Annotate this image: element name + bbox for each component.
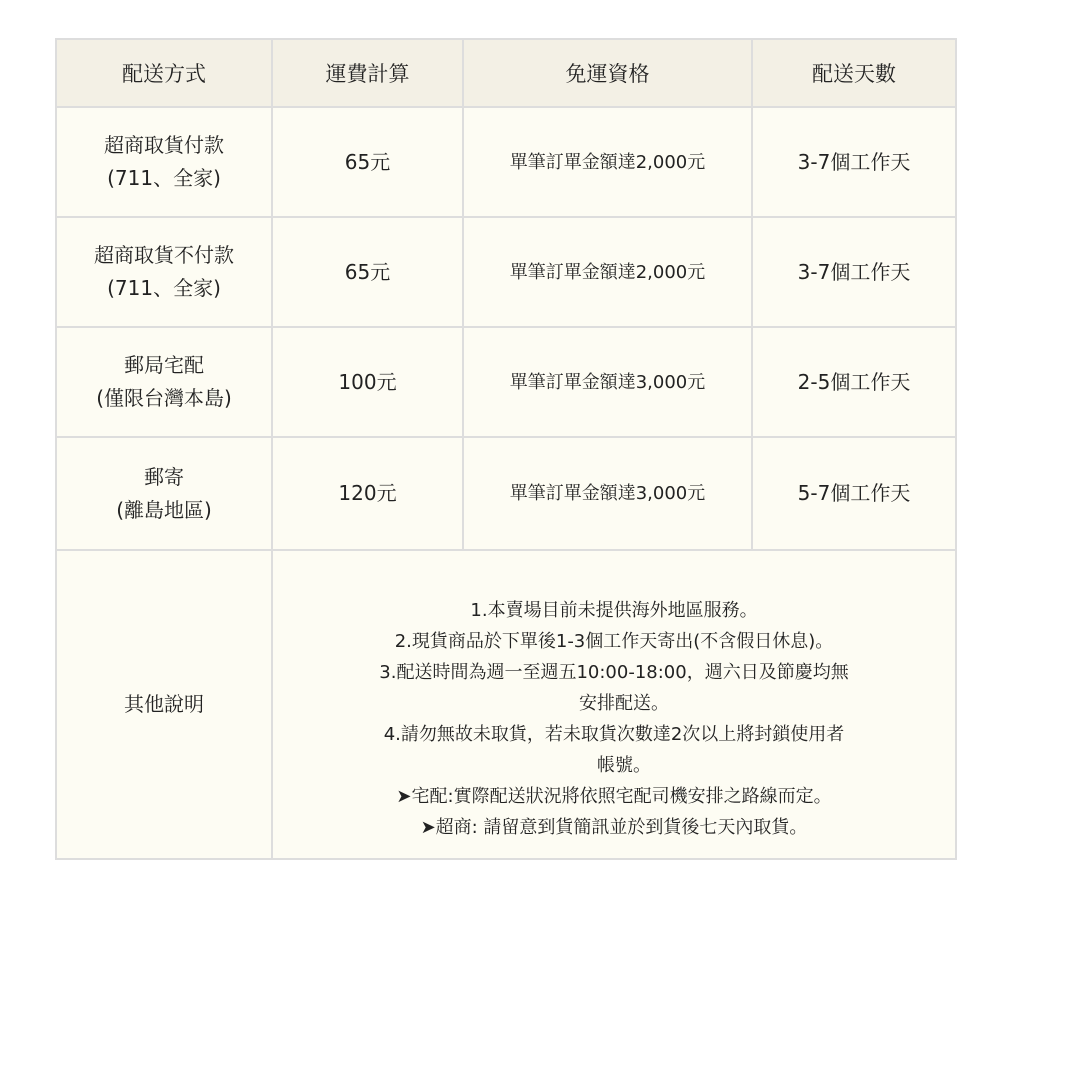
free-shipping-cell: 單筆訂單金額達2,000元 [463, 107, 752, 217]
shipping-fee-cell: 120元 [272, 437, 463, 550]
shipping-fee-cell: 100元 [272, 327, 463, 437]
table-row [56, 327, 956, 437]
notes-list [273, 566, 955, 843]
note-line-4: 4.請勿無故未取貨，若未取貨次數達2次以上將封鎖使用者 [383, 724, 845, 745]
header-free-shipping: 免運資格 [463, 39, 752, 107]
shipping-method-cell [56, 217, 272, 327]
free-shipping-cell: 單筆訂單金額達3,000元 [463, 437, 752, 550]
free-shipping-cell: 單筆訂單金額達3,000元 [463, 327, 752, 437]
shipping-method-name: 超商取貨付款 [104, 133, 224, 157]
shipping-method-detail: (離島地區) [116, 497, 212, 522]
note-line-2: 2.現貨商品於下單後1-3個工作天寄出(不含假日休息)。 [394, 631, 834, 652]
shipping-method-cell [56, 107, 272, 217]
shipping-method-cell [56, 437, 272, 550]
delivery-days-cell: 3-7個工作天 [752, 107, 956, 217]
shipping-fee-cell: 65元 [272, 107, 463, 217]
shipping-method-detail: (711、全家) [107, 166, 221, 190]
shipping-method-cell [56, 327, 272, 437]
table-row [56, 437, 956, 550]
table-header-row [56, 39, 956, 107]
shipping-method-name: 超商取貨不付款 [94, 243, 234, 267]
note-line-1: 1.本賣場目前未提供海外地區服務。 [470, 600, 758, 621]
table-row [56, 217, 956, 327]
note-convenience-store: ➤超商: 請留意到貨簡訊並於到貨後七天內取貨。 [420, 817, 808, 838]
shipping-fee-cell: 65元 [272, 217, 463, 327]
notes-label-cell [56, 550, 272, 859]
delivery-days-cell: 3-7個工作天 [752, 217, 956, 327]
header-shipping-method: 配送方式 [56, 39, 272, 107]
shipping-method-name: 郵局宅配 [124, 353, 204, 377]
free-shipping-cell: 單筆訂單金額達2,000元 [463, 217, 752, 327]
note-line-3: 3.配送時間為週一至週五10:00-18:00，週六日及節慶均無 [379, 662, 849, 683]
note-line-4-continued: 帳號。 [597, 755, 651, 776]
note-line-3-continued: 安排配送。 [579, 693, 669, 714]
delivery-days-cell: 5-7個工作天 [752, 437, 956, 550]
header-delivery-days: 配送天數 [752, 39, 956, 107]
header-shipping-fee: 運費計算 [272, 39, 463, 107]
delivery-days-cell: 2-5個工作天 [752, 327, 956, 437]
table-row [56, 107, 956, 217]
shipping-method-name: 郵寄 [144, 464, 184, 489]
notes-content-cell [272, 550, 956, 859]
shipping-info-table [55, 38, 957, 860]
notes-row [56, 550, 956, 859]
note-home-delivery: ➤宅配:實際配送狀況將依照宅配司機安排之路線而定。 [396, 786, 832, 807]
notes-label: 其他說明 [124, 692, 204, 716]
shipping-method-detail: (711、全家) [107, 276, 221, 300]
shipping-method-detail: (僅限台灣本島) [96, 386, 232, 410]
